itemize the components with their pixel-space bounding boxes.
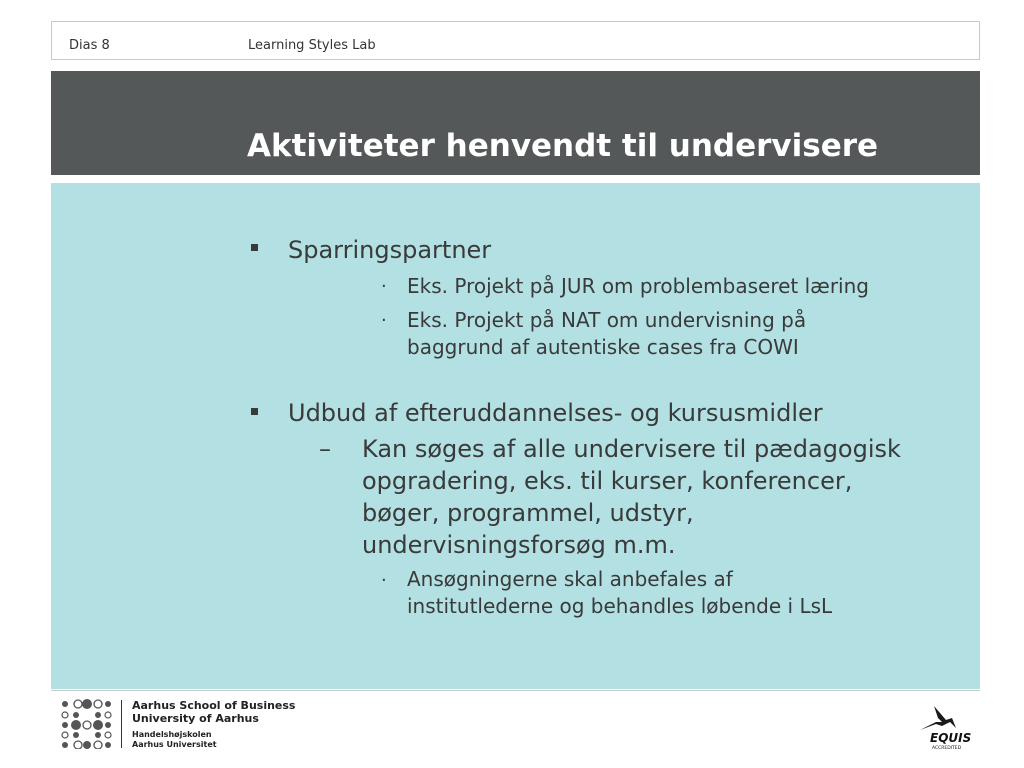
footer-divider xyxy=(51,690,980,691)
content-area xyxy=(51,183,980,689)
square-bullet-icon xyxy=(251,244,258,251)
subsub-bullet-line1: Ansøgningerne skal anbefales af xyxy=(407,567,733,591)
university-logo-icon xyxy=(60,699,114,749)
sub-bullet-jur: Eks. Projekt på JUR om problembaseret læring xyxy=(407,274,869,298)
school-name-line2: University of Aarhus xyxy=(132,712,259,725)
title-band xyxy=(51,71,980,175)
slide-number: Dias 8 xyxy=(69,38,110,53)
logo-separator xyxy=(121,700,122,748)
square-bullet-icon xyxy=(251,408,258,415)
bullet-udbud: Udbud af efteruddannelses- og kursusmidler xyxy=(288,399,823,427)
subsub-bullet-line2: institutlederne og behandles løbende i LsL xyxy=(407,594,833,618)
school-name-line3: Handelshøjskolen xyxy=(132,730,212,739)
dot-bullet-icon: · xyxy=(381,310,387,331)
sub-bullet-kan-line1: Kan søges af alle undervisere til pædagogisk xyxy=(362,435,901,463)
equis-label: EQUIS xyxy=(930,731,972,745)
dot-bullet-icon: · xyxy=(381,276,387,297)
equis-sub-label: ACCREDITED xyxy=(932,746,962,750)
equis-accreditation-logo xyxy=(912,704,976,750)
bullet-sparringspartner: Sparringspartner xyxy=(288,236,492,264)
sub-bullet-kan-line4: undervisningsforsøg m.m. xyxy=(362,531,676,559)
dash-bullet-icon: – xyxy=(319,435,331,463)
slide-context: Learning Styles Lab xyxy=(248,38,376,53)
slide-title: Aktiviteter henvendt til undervisere xyxy=(247,128,879,164)
school-name-line1: Aarhus School of Business xyxy=(132,699,296,712)
dot-bullet-icon: · xyxy=(381,570,387,591)
sub-bullet-nat-line2: baggrund af autentiske cases fra COWI xyxy=(407,335,799,359)
school-name-line4: Aarhus Universitet xyxy=(132,740,217,749)
slide-header xyxy=(51,21,980,60)
sub-bullet-nat-line1: Eks. Projekt på NAT om undervisning på xyxy=(407,308,807,332)
sub-bullet-kan-line2: opgradering, eks. til kurser, konferencer, xyxy=(362,467,853,495)
sub-bullet-kan-line3: bøger, programmel, udstyr, xyxy=(362,499,694,527)
